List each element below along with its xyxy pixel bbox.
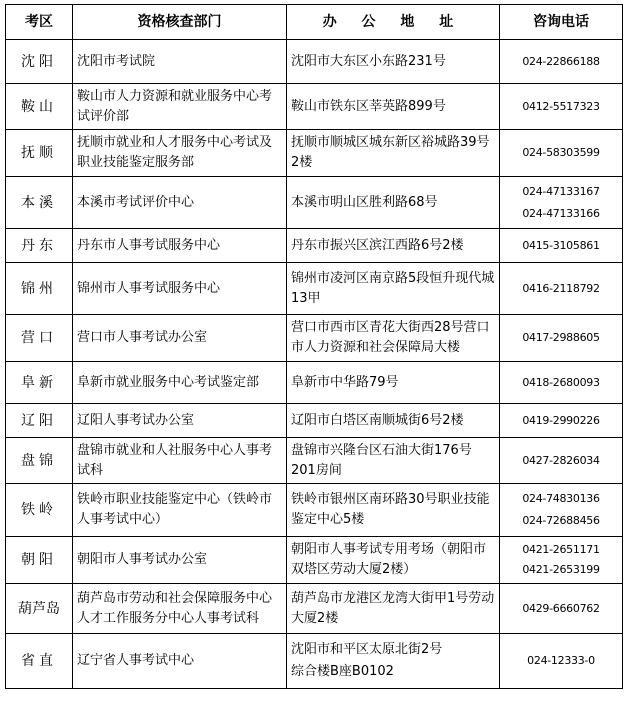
table-row bbox=[6, 584, 623, 634]
region-cell: 锦州 bbox=[6, 263, 73, 315]
address-cell: 盘锦市兴隆台区石油大街176号201房间 bbox=[287, 438, 500, 484]
region-cell: 葫芦岛 bbox=[6, 584, 73, 634]
phone-line: 024-74830136 bbox=[522, 492, 600, 505]
address-line: 沈阳市和平区太原北街2号 bbox=[291, 642, 443, 657]
address-cell: 本溪市明山区胜利路68号 bbox=[287, 177, 500, 229]
table-row bbox=[6, 130, 623, 177]
header-dept: 资格核查部门 bbox=[73, 5, 287, 40]
table-row bbox=[6, 84, 623, 130]
table-row bbox=[6, 229, 623, 263]
region-cell: 抚顺 bbox=[6, 130, 73, 177]
phone-cell: 0418-2680093 bbox=[500, 362, 623, 404]
address-cell: 营口市西市区青花大街西28号营口市人力资源和社会保障局大楼 bbox=[287, 315, 500, 362]
phone-line: 0421-2651171 bbox=[522, 543, 600, 556]
region-cell: 盘锦 bbox=[6, 438, 73, 484]
region-cell: 阜新 bbox=[6, 362, 73, 404]
address-cell: 阜新市中华路79号 bbox=[287, 362, 500, 404]
phone-cell: 0415-3105861 bbox=[500, 229, 623, 263]
address-cell: 葫芦岛市龙港区龙湾大街甲1号劳动大厦2楼 bbox=[287, 584, 500, 634]
table-row bbox=[6, 263, 623, 315]
dept-cell: 阜新市就业服务中心考试鉴定部 bbox=[73, 362, 287, 404]
header-phone: 咨询电话 bbox=[500, 5, 623, 40]
region-cell: 省直 bbox=[6, 634, 73, 689]
phone-line: 024-47133166 bbox=[522, 206, 600, 220]
address-cell: 锦州市凌河区南京路5段恒升现代城13甲 bbox=[287, 263, 500, 315]
address-cell bbox=[287, 634, 500, 689]
phone-line: 024-47133167 bbox=[522, 184, 600, 198]
region-cell: 营口 bbox=[6, 315, 73, 362]
region-cell: 本溪 bbox=[6, 177, 73, 229]
dept-cell: 盘锦市就业和人社服务中心人事考试科 bbox=[73, 438, 287, 484]
phone-line: 024-72688456 bbox=[522, 514, 600, 527]
header-address: 办 公 地 址 bbox=[287, 5, 500, 40]
phone-cell: 0412-5517323 bbox=[500, 84, 623, 130]
region-cell: 沈阳 bbox=[6, 40, 73, 84]
exam-contact-table bbox=[5, 4, 623, 689]
phone-cell: 024-12333-0 bbox=[500, 634, 623, 689]
header-region: 考区 bbox=[6, 5, 73, 40]
region-cell: 鞍山 bbox=[6, 84, 73, 130]
address-cell: 朝阳市人事考试专用考场（朝阳市双塔区劳动大厦2楼） bbox=[287, 537, 500, 584]
phone-cell: 0419-2990226 bbox=[500, 404, 623, 438]
dept-cell: 朝阳市人事考试办公室 bbox=[73, 537, 287, 584]
phone-line: 0421-2653199 bbox=[522, 563, 600, 576]
table-row bbox=[6, 634, 623, 689]
region-cell: 辽阳 bbox=[6, 404, 73, 438]
address-cell: 铁岭市银州区南环路30号职业技能鉴定中心5楼 bbox=[287, 484, 500, 537]
phone-cell: 0416-2118792 bbox=[500, 263, 623, 315]
table-row bbox=[6, 438, 623, 484]
dept-cell: 葫芦岛市劳动和社会保障服务中心人才工作服务分中心人事考试科 bbox=[73, 584, 287, 634]
dept-cell: 锦州市人事考试服务中心 bbox=[73, 263, 287, 315]
dept-cell: 抚顺市就业和人才服务中心考试及职业技能鉴定服务部 bbox=[73, 130, 287, 177]
phone-cell: 0429-6660762 bbox=[500, 584, 623, 634]
dept-cell: 鞍山市人力资源和就业服务中心考试评价部 bbox=[73, 84, 287, 130]
table-row bbox=[6, 537, 623, 584]
phone-cell bbox=[500, 537, 623, 584]
region-cell: 铁岭 bbox=[6, 484, 73, 537]
phone-cell bbox=[500, 484, 623, 537]
address-cell: 鞍山市铁东区莘英路899号 bbox=[287, 84, 500, 130]
dept-cell: 沈阳市考试院 bbox=[73, 40, 287, 84]
phone-cell: 0427-2826034 bbox=[500, 438, 623, 484]
phone-cell: 0417-2988605 bbox=[500, 315, 623, 362]
table-row bbox=[6, 404, 623, 438]
address-cell: 丹东市振兴区滨江西路6号2楼 bbox=[287, 229, 500, 263]
region-cell: 朝阳 bbox=[6, 537, 73, 584]
table-row bbox=[6, 484, 623, 537]
region-cell: 丹东 bbox=[6, 229, 73, 263]
dept-cell: 辽宁省人事考试中心 bbox=[73, 634, 287, 689]
table-row bbox=[6, 177, 623, 229]
phone-cell: 024-58303599 bbox=[500, 130, 623, 177]
table-row bbox=[6, 362, 623, 404]
dept-cell: 辽阳人事考试办公室 bbox=[73, 404, 287, 438]
dept-cell: 丹东市人事考试服务中心 bbox=[73, 229, 287, 263]
dept-cell: 本溪市考试评价中心 bbox=[73, 177, 287, 229]
table-row bbox=[6, 315, 623, 362]
address-cell: 辽阳市白塔区南顺城街6号2楼 bbox=[287, 404, 500, 438]
dept-cell: 营口市人事考试办公室 bbox=[73, 315, 287, 362]
dept-cell: 铁岭市职业技能鉴定中心（铁岭市人事考试中心） bbox=[73, 484, 287, 537]
phone-cell: 024-22866188 bbox=[500, 40, 623, 84]
phone-cell bbox=[500, 177, 623, 229]
address-line: 综合楼B座B0102 bbox=[291, 664, 394, 679]
address-cell: 抚顺市顺城区城东新区裕城路39号2楼 bbox=[287, 130, 500, 177]
table-header-row bbox=[6, 5, 623, 40]
table-row bbox=[6, 40, 623, 84]
address-cell: 沈阳市大东区小东路231号 bbox=[287, 40, 500, 84]
